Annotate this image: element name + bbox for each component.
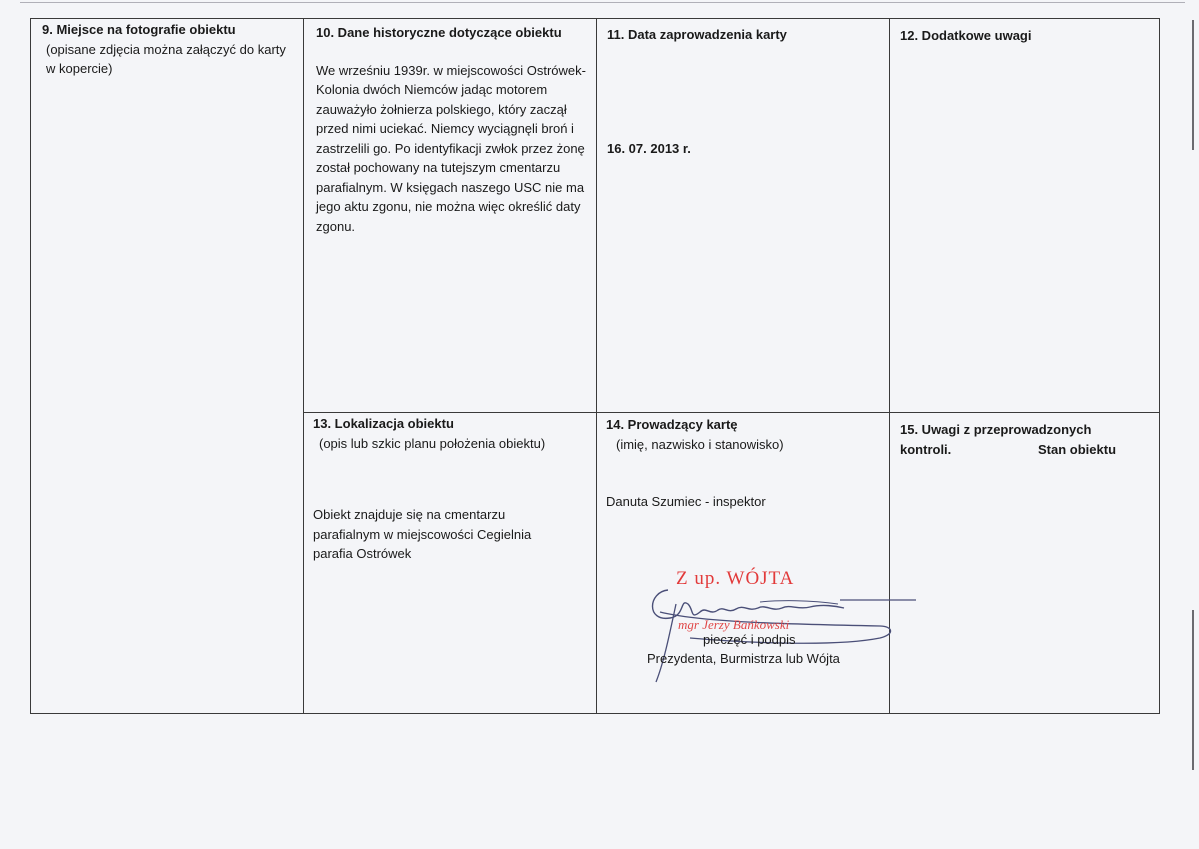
stamp-name: mgr Jerzy Bańkowski	[678, 617, 790, 632]
cell-10-title: 10. Dane historyczne dotyczące obiektu	[316, 25, 562, 40]
cell-13-title: 13. Lokalizacja obiektu	[313, 416, 454, 431]
column-divider-1	[303, 18, 304, 714]
keeper-name: Danuta Szumiec - inspektor	[606, 494, 766, 509]
cell-15-title-line1: 15. Uwagi z przeprowadzonych	[900, 422, 1092, 437]
record-card-table	[30, 18, 1160, 714]
seal-sub-label: Prezydenta, Burmistrza lub Wójta	[647, 651, 840, 666]
cell-10-body: We wrześniu 1939r. w miejscowości Ostrówek-Kolonia dwóch Niemców jadąc motorem zauważyło żołnierza polskiego, który zaczął przed nimi uciekać. Niemcy wyciągnęli broń i zastrzelili go. Po identyfikacji zwłok przez żonę został pochowany na tutejszym cmentarzu parafialnym. W księgach naszego USC nie ma jego aktu zgonu, nie można więc określić daty zgonu.	[316, 62, 586, 234]
cell-9-title: 9. Miejsce na fotografie obiektu	[42, 22, 236, 37]
scan-edge-mark	[1192, 20, 1194, 150]
cell-12-title: 12. Dodatkowe uwagi	[900, 28, 1032, 43]
cell-11-title: 11. Data zaprowadzenia karty	[607, 27, 787, 42]
seal-label: pieczęć i podpis	[703, 632, 796, 647]
page-top-edge	[20, 2, 1185, 3]
scan-edge-mark	[1192, 610, 1194, 770]
cell-15-title-controls: kontroli.	[900, 441, 952, 457]
cell-15-title-line2	[900, 440, 1155, 460]
cell-photo-place	[42, 20, 292, 79]
cell-13-body: Obiekt znajduje się na cmentarzu parafialnym w miejscowości Cegielnia parafia Ostrówek	[313, 507, 532, 561]
cell-inspection-notes	[900, 420, 1155, 459]
cell-14-title: 14. Prowadzący kartę	[606, 417, 738, 432]
cell-card-date	[607, 25, 877, 158]
cell-14-subtitle: (imię, nazwisko i stanowisko)	[616, 436, 784, 452]
cell-13-subtitle: (opis lub szkic planu położenia obiektu)	[319, 435, 546, 451]
cell-card-keeper	[606, 415, 881, 512]
stamp-line: Z up. WÓJTA	[676, 568, 795, 589]
cell-additional-notes	[900, 26, 1150, 46]
cell-object-location	[313, 414, 588, 564]
cell-historical-data	[316, 23, 588, 236]
cell-9-subtitle: (opisane zdjęcia można załączyć do karty w kopercie)	[46, 41, 286, 76]
card-date-value: 16. 07. 2013 r.	[607, 140, 691, 156]
cell-15-title-state: Stan obiektu	[1038, 441, 1117, 457]
column-divider-2	[596, 18, 597, 714]
row-divider	[303, 412, 1160, 413]
